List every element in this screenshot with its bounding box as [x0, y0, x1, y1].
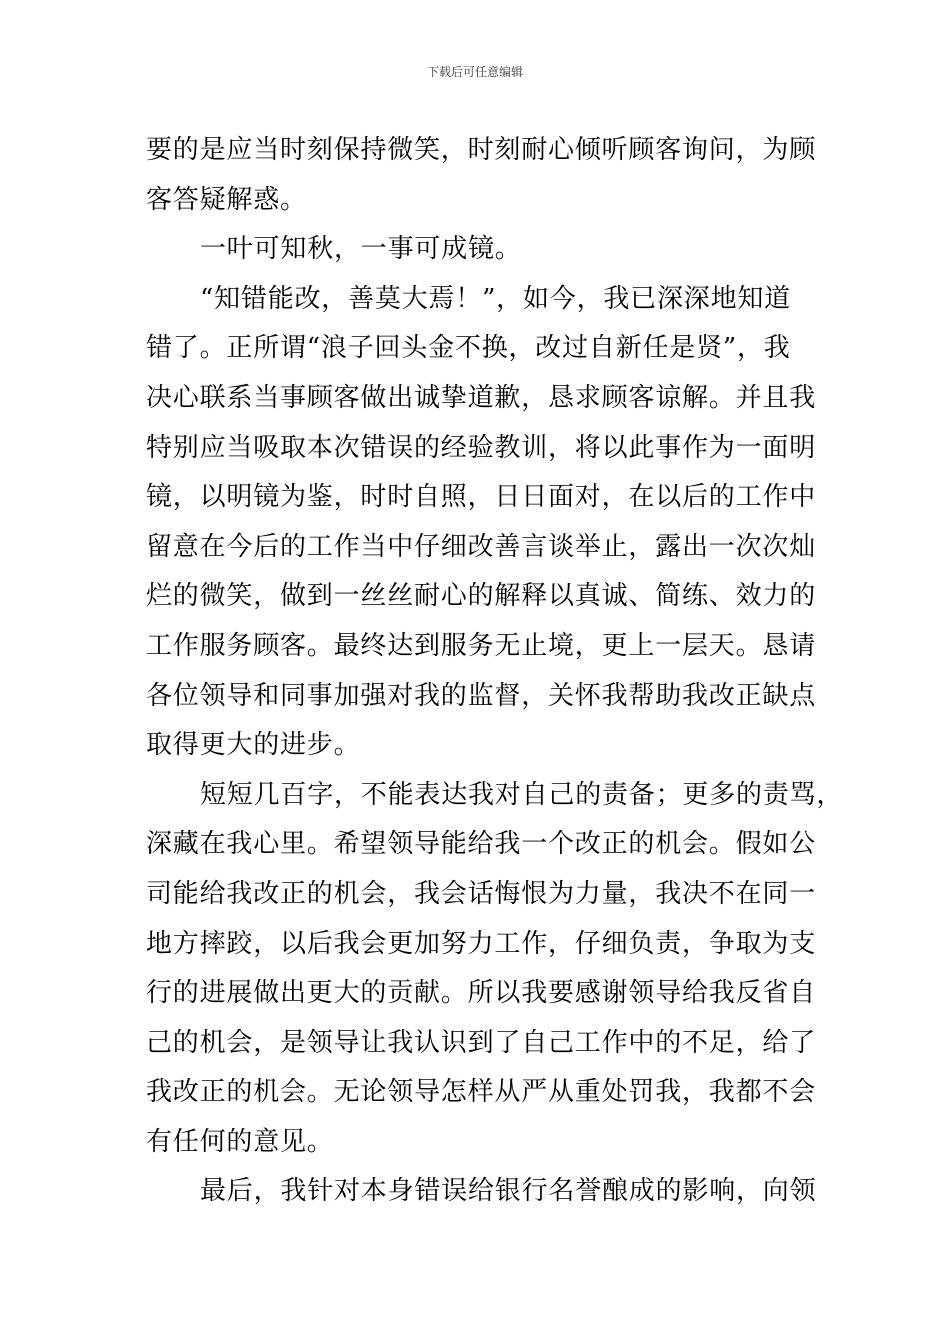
text-line: 最后，我针对本身错误给银行名誉酿成的影响，向领	[200, 1176, 817, 1207]
text-line: 特别应当吸取本次错误的经验教训，将以此事作为一面明	[146, 432, 817, 463]
text-line: 烂的微笑，做到一丝丝耐心的解释以真诚、简练、效力的	[146, 581, 817, 612]
text-line: 一叶可知秋，一事可成镜。	[200, 234, 522, 265]
document-body	[146, 126, 844, 1217]
text-line: 深藏在我心里。希望领导能给我一个改正的机会。假如公	[146, 829, 817, 860]
text-line: 司能给我改正的机会，我会话悔恨为力量，我决不在同一	[146, 878, 817, 909]
text-line: 镜，以明镜为鉴，时时自照，日日面对，在以后的工作中	[146, 482, 817, 513]
text-line: 己的机会，是领导让我认识到了自己工作中的不足，给了	[146, 1027, 817, 1058]
text-line: 留意在今后的工作当中仔细改善言谈举止，露出一次次灿	[146, 531, 817, 562]
page-header: 下载后可任意编辑	[426, 65, 523, 79]
text-line: 客答疑解惑。	[146, 184, 307, 215]
text-line: 短短几百字，不能表达我对自己的责备；更多的责骂，	[200, 779, 844, 810]
text-line: 错了。正所谓“浪子回头金不换，改过自新任是贤”，我	[146, 333, 791, 364]
text-line: 有任何的意见。	[146, 1126, 334, 1157]
text-line: “知错能改，善莫大焉！”，如今，我已深深地知道	[200, 283, 791, 314]
text-line: 行的进展做出更大的贡献。所以我要感谢领导给我反省自	[146, 978, 817, 1009]
text-line: 取得更大的进步。	[146, 730, 361, 761]
text-line: 地方摔跤，以后我会更加努力工作，仔细负责，争取为支	[146, 928, 817, 959]
text-line: 工作服务顾客。最终达到服务无止境，更上一层天。恳请	[146, 630, 817, 661]
text-line: 我改正的机会。无论领导怎样从严从重处罚我，我都不会	[146, 1077, 817, 1108]
text-line: 各位领导和同事加强对我的监督，关怀我帮助我改正缺点	[146, 680, 817, 711]
text-line: 决心联系当事顾客做出诚挚道歉，恳求顾客谅解。并且我	[146, 382, 817, 413]
text-line: 要的是应当时刻保持微笑，时刻耐心倾听顾客询问，为顾	[146, 135, 817, 165]
